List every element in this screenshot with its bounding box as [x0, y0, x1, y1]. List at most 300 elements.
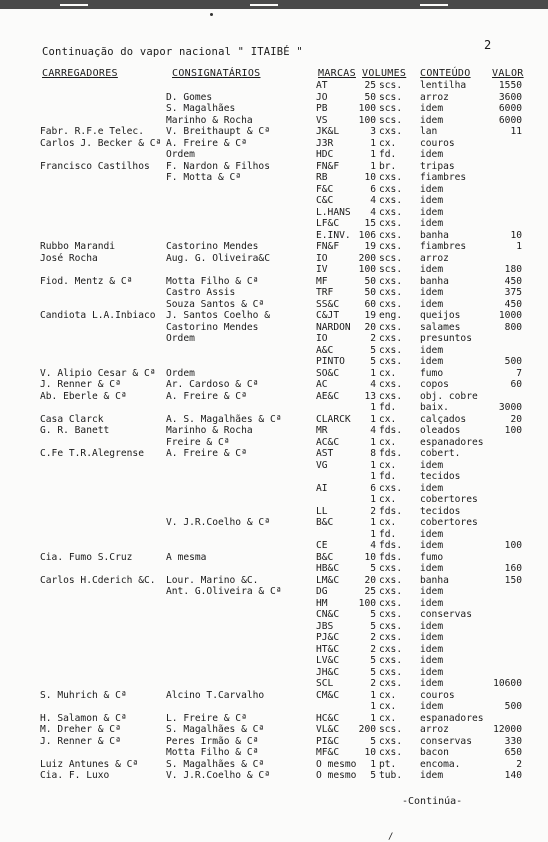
contents-cell: idem: [420, 149, 444, 160]
header-consignees: CONSIGNATÁRIOS: [172, 68, 261, 79]
table-row: [0, 690, 548, 701]
table-row: [0, 241, 548, 252]
mark-cell: A&C: [316, 344, 334, 356]
value-cell: 60: [510, 379, 522, 390]
table-row: [0, 161, 548, 172]
table-row: [0, 759, 548, 770]
unit-cell: cxs.: [379, 632, 403, 643]
mark-cell: MF: [316, 275, 328, 287]
quantity-cell: 3: [370, 126, 376, 137]
contents-cell: presuntos: [420, 333, 472, 344]
quantity-cell: 200: [358, 252, 376, 264]
header-shippers: CARREGADORES: [42, 68, 118, 79]
quantity-cell: 20: [364, 321, 376, 333]
unit-cell: fds.: [379, 551, 403, 563]
consignee-cell: Motta Filho & Cª: [166, 275, 259, 287]
unit-cell: tub.: [379, 770, 403, 781]
value-cell: 450: [504, 275, 522, 287]
mark-cell: HC&C: [316, 712, 340, 724]
table-row: [0, 678, 548, 689]
consignee-cell: V. J.R.Coelho & Cª: [166, 517, 270, 528]
contents-cell: calçados: [420, 413, 467, 425]
mark-cell: C&C: [316, 195, 334, 206]
consignee-cell: A. S. Magalhães & Cª: [166, 413, 282, 425]
table-row: [0, 126, 548, 137]
shipper-cell: M. Dreher & Cª: [40, 724, 121, 735]
unit-cell: cxs.: [379, 241, 403, 252]
unit-cell: cxs.: [379, 574, 403, 586]
contents-cell: idem: [420, 195, 444, 206]
table-row: [0, 471, 548, 482]
value-cell: 10600: [493, 678, 522, 689]
consignee-cell: Castro Assis: [166, 287, 236, 298]
mark-cell: LV&C: [316, 655, 340, 666]
shipper-cell: C.Fe T.R.Alegrense: [40, 448, 144, 459]
table-row: [0, 770, 548, 781]
shipper-cell: Cia. Fumo S.Cruz: [40, 551, 133, 563]
unit-cell: cx.: [379, 137, 397, 149]
unit-cell: cxs.: [379, 183, 403, 195]
consignee-cell: Aug. G. Oliveira&C: [166, 252, 270, 264]
contents-cell: conservas: [420, 735, 472, 747]
consignee-cell: Freire & Cª: [166, 436, 230, 448]
unit-cell: cxs.: [379, 482, 403, 494]
value-cell: 3000: [498, 402, 522, 413]
contents-cell: conservas: [420, 609, 472, 620]
quantity-cell: 10: [364, 747, 376, 758]
table-row: [0, 437, 548, 448]
unit-cell: cx.: [379, 689, 397, 701]
contents-cell: idem: [420, 586, 444, 597]
unit-cell: eng.: [379, 310, 403, 321]
value-cell: 12000: [493, 724, 522, 735]
contents-cell: idem: [420, 459, 444, 471]
unit-cell: cx.: [379, 701, 397, 712]
mark-cell: AE&C: [316, 390, 340, 402]
consignee-cell: J. Santos Coelho &: [166, 310, 270, 321]
table-row: [0, 713, 548, 724]
contents-cell: obj. cobre: [420, 390, 478, 402]
value-cell: 650: [504, 747, 522, 758]
table-row: [0, 448, 548, 459]
unit-cell: cx.: [379, 413, 397, 425]
unit-cell: cxs.: [379, 379, 403, 390]
consignee-cell: S. Magalhães: [166, 103, 236, 114]
contents-cell: idem: [420, 620, 444, 632]
mark-cell: JH&C: [316, 666, 340, 678]
table-row: [0, 218, 548, 229]
value-cell: 375: [504, 287, 522, 298]
contents-cell: idem: [420, 632, 444, 643]
contents-cell: banha: [420, 574, 449, 586]
value-cell: 3600: [498, 91, 522, 103]
value-cell: 6000: [498, 114, 522, 126]
quantity-cell: 1: [370, 137, 376, 149]
header-volumes: VOLUMES: [362, 68, 407, 79]
quantity-cell: 5: [370, 609, 376, 620]
unit-cell: scs.: [379, 103, 403, 114]
mark-cell: SO&C: [316, 367, 340, 379]
unit-cell: cxs.: [379, 747, 403, 758]
table-row: [0, 414, 548, 425]
table-row: [0, 80, 548, 91]
quantity-cell: 1: [370, 494, 376, 505]
contents-cell: idem: [420, 114, 444, 126]
contents-cell: idem: [420, 356, 444, 367]
quantity-cell: 106: [358, 229, 376, 241]
quantity-cell: 5: [370, 666, 376, 678]
mark-cell: PI&C: [316, 735, 340, 747]
shipper-cell: Casa Clarck: [40, 413, 104, 425]
mark-cell: LM&C: [316, 574, 340, 586]
quantity-cell: 1: [370, 758, 376, 770]
quantity-cell: 4: [370, 540, 376, 551]
unit-cell: cxs.: [379, 563, 403, 574]
contents-cell: copos: [420, 379, 449, 390]
value-cell: 1550: [498, 80, 522, 91]
unit-cell: cxs.: [379, 620, 403, 632]
table-row: [0, 379, 548, 390]
value-cell: 10: [510, 229, 522, 241]
quantity-cell: 100: [358, 264, 376, 275]
table-row: [0, 621, 548, 632]
quantity-cell: 1: [370, 402, 376, 413]
table-row: [0, 609, 548, 620]
mark-cell: RB: [316, 172, 328, 183]
contents-cell: idem: [420, 563, 444, 574]
unit-cell: cxs.: [379, 333, 403, 344]
mark-cell: FN&F: [316, 241, 340, 252]
shipper-cell: Carlos H.Cderich &C.: [40, 574, 156, 586]
mark-cell: AC: [316, 379, 328, 390]
quantity-cell: 4: [370, 379, 376, 390]
mark-cell: PB: [316, 103, 328, 114]
table-row: [0, 598, 548, 609]
contents-cell: idem: [420, 528, 444, 540]
mark-cell: MR: [316, 425, 328, 436]
unit-cell: fd.: [379, 471, 397, 482]
consignee-cell: V. J.R.Coelho & Cª: [166, 770, 270, 781]
unit-cell: cxs.: [379, 643, 403, 655]
shipper-cell: G. R. Banett: [40, 425, 110, 436]
unit-cell: cxs.: [379, 586, 403, 597]
contents-cell: espanadores: [420, 436, 484, 448]
contents-cell: lan: [420, 126, 438, 137]
unit-cell: fds.: [379, 425, 403, 436]
table-row: [0, 322, 548, 333]
quantity-cell: 1: [370, 528, 376, 540]
quantity-cell: 2: [370, 632, 376, 643]
contents-cell: arroz: [420, 252, 449, 264]
mark-cell: TRF: [316, 287, 334, 298]
document-title: Continuação do vapor nacional " ITAIBÉ ": [42, 46, 303, 58]
quantity-cell: 1: [370, 471, 376, 482]
mark-cell: VG: [316, 459, 328, 471]
value-cell: 6000: [498, 103, 522, 114]
table-row: [0, 506, 548, 517]
table-row: [0, 356, 548, 367]
quantity-cell: 5: [370, 735, 376, 747]
quantity-cell: 6: [370, 183, 376, 195]
table-row: [0, 195, 548, 206]
table-row: [0, 701, 548, 712]
scan-mark: /: [388, 832, 394, 842]
contents-cell: queijos: [420, 310, 461, 321]
page-number: 2: [484, 38, 492, 52]
contents-cell: idem: [420, 666, 444, 678]
unit-cell: cxs.: [379, 609, 403, 620]
mark-cell: JBS: [316, 620, 334, 632]
continued-note: -Continúa-: [402, 796, 463, 807]
unit-cell: scs.: [379, 264, 403, 275]
quantity-cell: 1: [370, 367, 376, 379]
quantity-cell: 1: [370, 160, 376, 172]
table-row: [0, 103, 548, 114]
value-cell: 100: [504, 540, 522, 551]
contents-cell: fiambres: [420, 241, 467, 252]
header-value: VALOR: [492, 68, 524, 79]
contents-cell: idem: [420, 206, 444, 218]
header-marks: MARCAS: [318, 68, 356, 79]
consignee-cell: V. Breithaupt & Cª: [166, 126, 270, 137]
quantity-cell: 2: [370, 678, 376, 689]
value-cell: 2: [516, 758, 522, 770]
table-row: [0, 494, 548, 505]
contents-cell: banha: [420, 229, 449, 241]
quantity-cell: 4: [370, 206, 376, 218]
consignee-cell: A. Freire & Cª: [166, 390, 247, 402]
mark-cell: CM&C: [316, 689, 340, 701]
table-row: [0, 517, 548, 528]
unit-cell: cxs.: [379, 321, 403, 333]
unit-cell: cx.: [379, 459, 397, 471]
unit-cell: cxs.: [379, 206, 403, 218]
quantity-cell: 5: [370, 620, 376, 632]
quantity-cell: 10: [364, 172, 376, 183]
quantity-cell: 5: [370, 563, 376, 574]
mark-cell: CE: [316, 540, 328, 551]
quantity-cell: 25: [364, 80, 376, 91]
contents-cell: idem: [420, 655, 444, 666]
table-row: [0, 276, 548, 287]
mark-cell: FN&F: [316, 160, 340, 172]
contents-cell: baix.: [420, 402, 449, 413]
table-row: [0, 425, 548, 436]
quantity-cell: 19: [364, 310, 376, 321]
table-row: [0, 149, 548, 160]
value-cell: 100: [504, 425, 522, 436]
consignee-cell: S. Magalhães & Cª: [166, 758, 265, 770]
contents-cell: idem: [420, 298, 444, 310]
contents-cell: idem: [420, 287, 444, 298]
contents-cell: idem: [420, 678, 444, 689]
shipper-cell: Ab. Eberle & Cª: [40, 390, 127, 402]
mark-cell: CN&C: [316, 609, 340, 620]
mark-cell: PJ&C: [316, 632, 340, 643]
quantity-cell: 4: [370, 425, 376, 436]
mark-cell: C&JT: [316, 310, 340, 321]
contents-cell: cobert.: [420, 448, 461, 459]
value-cell: 140: [504, 770, 522, 781]
unit-cell: cxs.: [379, 356, 403, 367]
unit-cell: fd.: [379, 402, 397, 413]
contents-cell: idem: [420, 540, 444, 551]
mark-cell: JO: [316, 91, 328, 103]
contents-cell: lentilha: [420, 80, 467, 91]
quantity-cell: 2: [370, 643, 376, 655]
unit-cell: cx.: [379, 436, 397, 448]
unit-cell: fds.: [379, 540, 403, 551]
unit-cell: fds.: [379, 448, 403, 459]
value-cell: 160: [504, 563, 522, 574]
table-row: [0, 92, 548, 103]
mark-cell: JK&L: [316, 126, 340, 137]
consignee-cell: A. Freire & Cª: [166, 137, 247, 149]
table-row: [0, 736, 548, 747]
table-row: [0, 540, 548, 551]
quantity-cell: 8: [370, 448, 376, 459]
quantity-cell: 2: [370, 505, 376, 517]
mark-cell: J3R: [316, 137, 334, 149]
consignee-cell: F. Motta & Cª: [166, 172, 242, 183]
table-row: [0, 287, 548, 298]
contents-cell: idem: [420, 183, 444, 195]
quantity-cell: 15: [364, 218, 376, 229]
mark-cell: O mesmo: [316, 770, 357, 781]
consignee-cell: Ant. G.Oliveira & Cª: [166, 586, 282, 597]
consignee-cell: Castorino Mendes: [166, 321, 259, 333]
table-row: [0, 724, 548, 735]
table-row: [0, 253, 548, 264]
shipper-cell: José Rocha: [40, 252, 98, 264]
contents-cell: tecidos: [420, 505, 461, 517]
shipper-cell: Fiod. Mentz & Cª: [40, 275, 133, 287]
mark-cell: SS&C: [316, 298, 340, 310]
unit-cell: scs.: [379, 114, 403, 126]
contents-cell: idem: [420, 103, 444, 114]
value-cell: 1000: [498, 310, 522, 321]
contents-cell: idem: [420, 701, 444, 712]
unit-cell: fd.: [379, 149, 397, 160]
shipper-cell: Carlos J. Becker & Cª: [40, 137, 162, 149]
unit-cell: cxs.: [379, 195, 403, 206]
consignee-cell: Peres Irmão & Cª: [166, 735, 259, 747]
quantity-cell: 50: [364, 91, 376, 103]
mark-cell: LF&C: [316, 218, 340, 229]
quantity-cell: 1: [370, 701, 376, 712]
contents-cell: tecidos: [420, 471, 461, 482]
table-row: [0, 264, 548, 275]
shipper-cell: Candiota L.A.Inbiaco: [40, 310, 156, 321]
table-row: [0, 391, 548, 402]
table-row: [0, 460, 548, 471]
consignee-cell: Motta Filho & Cª: [166, 747, 259, 758]
contents-cell: idem: [420, 597, 444, 609]
table-row: [0, 207, 548, 218]
consignee-cell: D. Gomes: [166, 91, 213, 103]
quantity-cell: 200: [358, 724, 376, 735]
table-row: [0, 747, 548, 758]
contents-cell: salames: [420, 321, 461, 333]
mark-cell: HT&C: [316, 643, 340, 655]
mark-cell: B&C: [316, 551, 334, 563]
table-row: [0, 483, 548, 494]
mark-cell: HM: [316, 597, 328, 609]
table-row: [0, 529, 548, 540]
quantity-cell: 25: [364, 586, 376, 597]
table-row: [0, 172, 548, 183]
unit-cell: cxs.: [379, 172, 403, 183]
mark-cell: AI: [316, 482, 328, 494]
consignee-cell: Ordem: [166, 367, 195, 379]
contents-cell: encoma.: [420, 758, 461, 770]
value-cell: 11: [510, 126, 522, 137]
contents-cell: oleados: [420, 425, 461, 436]
unit-cell: cx.: [379, 367, 397, 379]
unit-cell: cxs.: [379, 390, 403, 402]
quantity-cell: 1: [370, 436, 376, 448]
unit-cell: cxs.: [379, 597, 403, 609]
mark-cell: O mesmo: [316, 758, 357, 770]
consignee-cell: Marinho & Rocha: [166, 114, 253, 126]
consignee-cell: Souza Santos & Cª: [166, 298, 265, 310]
mark-cell: VS: [316, 114, 328, 126]
mark-cell: DG: [316, 586, 328, 597]
contents-cell: fumo: [420, 367, 444, 379]
quantity-cell: 50: [364, 287, 376, 298]
shipper-cell: Francisco Castilhos: [40, 160, 150, 172]
contents-cell: couros: [420, 689, 455, 701]
header-contents: CONTEÚDO: [420, 68, 471, 79]
quantity-cell: 4: [370, 195, 376, 206]
unit-cell: cx.: [379, 517, 397, 528]
quantity-cell: 2: [370, 333, 376, 344]
value-cell: 500: [504, 701, 522, 712]
quantity-cell: 5: [370, 356, 376, 367]
value-cell: 150: [504, 574, 522, 586]
mark-cell: LL: [316, 505, 328, 517]
quantity-cell: 100: [358, 114, 376, 126]
unit-cell: cxs.: [379, 666, 403, 678]
mark-cell: IO: [316, 252, 328, 264]
unit-cell: cxs.: [379, 344, 403, 356]
table-row: [0, 115, 548, 126]
shipper-cell: J. Renner & Cª: [40, 735, 121, 747]
mark-cell: PINTO: [316, 356, 345, 367]
quantity-cell: 1: [370, 459, 376, 471]
consignee-cell: F. Nardon & Filhos: [166, 160, 270, 172]
table-row: [0, 655, 548, 666]
unit-cell: fd.: [379, 528, 397, 540]
quantity-cell: 1: [370, 517, 376, 528]
consignee-cell: A mesma: [166, 551, 207, 563]
shipper-cell: Rubbo Marandi: [40, 241, 116, 252]
quantity-cell: 6: [370, 482, 376, 494]
shipper-cell: Cia. F. Luxo: [40, 770, 110, 781]
table-row: [0, 230, 548, 241]
unit-cell: cx.: [379, 494, 397, 505]
contents-cell: banha: [420, 275, 449, 287]
quantity-cell: 60: [364, 298, 376, 310]
unit-cell: scs.: [379, 91, 403, 103]
value-cell: 1: [516, 241, 522, 252]
consignee-cell: Castorino Mendes: [166, 241, 259, 252]
value-cell: 7: [516, 367, 522, 379]
unit-cell: cxs.: [379, 298, 403, 310]
quantity-cell: 1: [370, 413, 376, 425]
unit-cell: cxs.: [379, 287, 403, 298]
table-row: [0, 368, 548, 379]
